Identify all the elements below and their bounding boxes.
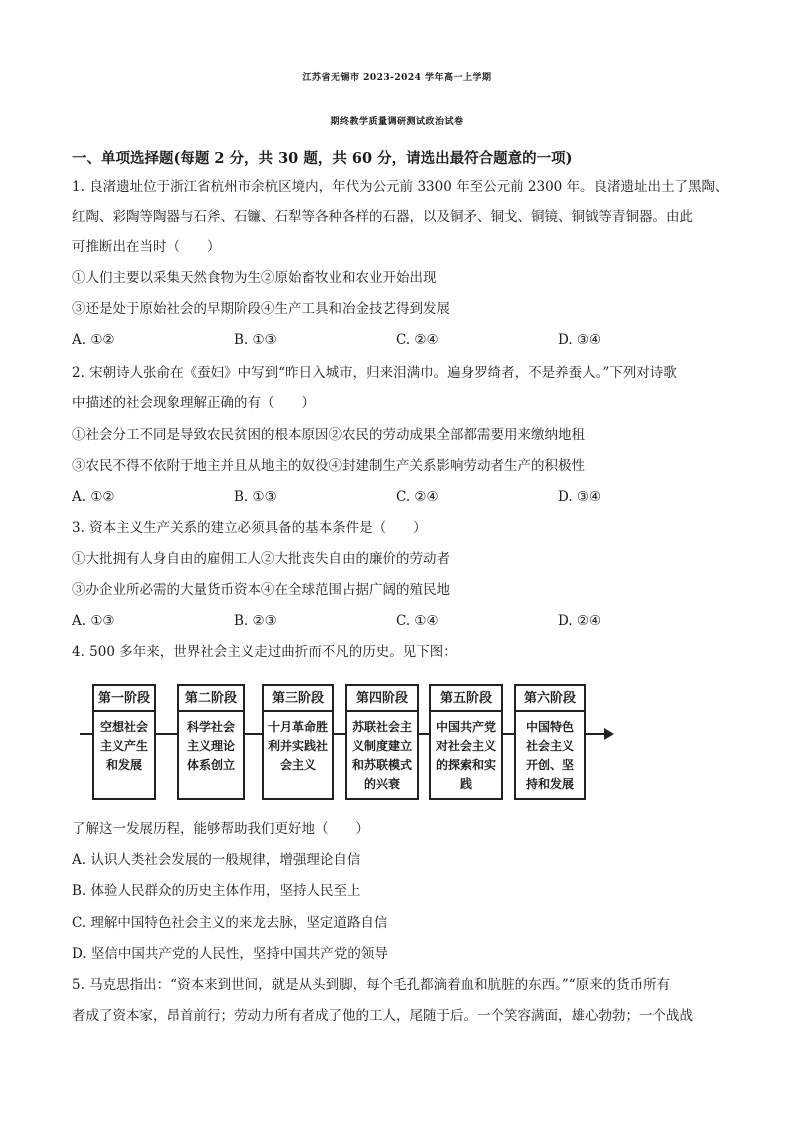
stage-1-heading: 第一阶段 — [94, 686, 154, 712]
stage-1-text-line: 和发展 — [105, 758, 142, 772]
stage-5-heading: 第五阶段 — [431, 686, 501, 712]
stage-2-text-line: 科学社会 — [186, 720, 235, 734]
stage-4-text-line: 义制度建立 — [351, 739, 412, 753]
q2-statement-line1: ①社会分工不同是导致农民贫困的根本原因②农民的劳动成果全部都需要用来缴纳地租 — [72, 427, 585, 443]
stage-6-heading: 第六阶段 — [516, 686, 584, 712]
q3-option-c: C. ①④ — [396, 613, 439, 629]
stage-2-text-line: 体系创立 — [186, 758, 235, 772]
q1-option-d: D. ③④ — [558, 332, 602, 348]
q1-stem-line2: 红陶、彩陶等陶器与石斧、石镰、石犁等各种各样的石器，以及铜矛、铜戈、铜镜、铜钺等青铜器。由此 — [72, 209, 693, 225]
q3-option-a: A. ①③ — [72, 613, 115, 629]
q1-statement-line1: ①人们主要以采集天然食物为生②原始畜牧业和农业开始出现 — [72, 270, 437, 286]
q3-option-d: D. ②④ — [558, 613, 602, 629]
q4-option-a: A. 认识人类社会发展的一般规律，增强理论自信 — [72, 852, 361, 868]
stage-1-text-line: 空想社会 — [99, 720, 148, 734]
q4-option-b: B. 体验人民群众的历史主体作用，坚持人民至上 — [72, 883, 361, 899]
stage-6-text-line: 持和发展 — [525, 777, 574, 791]
q2-stem-line1: 2. 宋朝诗人张俞在《蚕妇》中写到“昨日入城市，归来泪满巾。遍身罗绮者，不是养蚕人。”下列对诗歌 — [72, 365, 677, 381]
stage-3-text-line: 会主义 — [279, 758, 316, 772]
stage-3-text-line: 利并实践社 — [267, 739, 328, 753]
stage-6-body — [518, 718, 582, 794]
q2-option-a: A. ①② — [72, 489, 115, 505]
q4-option-c: C. 理解中国特色社会主义的来龙去脉，坚定道路自信 — [72, 915, 388, 931]
stage-5-text-line: 对社会主义 — [435, 739, 496, 753]
stage-box-4 — [345, 684, 419, 800]
stage-1-body — [96, 718, 152, 775]
stage-box-6 — [514, 684, 586, 800]
q3-statement-line1: ①大批拥有人身自由的雇佣工人②大批丧失自由的廉价的劳动者 — [72, 551, 450, 567]
stage-2-body — [181, 718, 241, 775]
stage-6-text-line: 开创、坚 — [525, 758, 574, 772]
stage-4-text-line: 苏联社会主 — [351, 720, 412, 734]
q2-statement-line2: ③农民不得不依附于地主并且从地主的奴役④封建制生产关系影响劳动者生产的积极性 — [72, 458, 585, 474]
socialism-stages-diagram — [80, 678, 620, 808]
stage-5-body — [433, 718, 499, 794]
section-heading: 一、单项选择题(每题 2 分，共 30 题，共 60 分，请选出最符合题意的一项) — [72, 150, 573, 167]
q5-stem-line2: 者成了资本家，昂首前行；劳动力所有者成了他的工人，尾随于后。一个笑容满面，雄心勃勃；一个战战 — [72, 1008, 693, 1024]
q1-stem-line1: 1. 良渚遗址位于浙江省杭州市余杭区境内，年代为公元前 3300 年至公元前 2300 年。良渚遗址出土了黑陶、 — [72, 179, 729, 195]
q2-stem-line2: 中描述的社会现象理解正确的有（ ） — [72, 395, 315, 411]
q2-option-c: C. ②④ — [396, 489, 439, 505]
stage-5-text-line: 的探索和实 — [435, 758, 496, 772]
q2-option-b: B. ①③ — [234, 489, 277, 505]
stage-4-text-line: 的兴衰 — [363, 777, 400, 791]
stage-2-text-line: 主义理论 — [186, 739, 235, 753]
exam-title-line2: 期终教学质量调研测试政治试卷 — [330, 117, 464, 127]
q3-option-b: B. ②③ — [234, 613, 277, 629]
stage-6-text-line: 社会主义 — [525, 739, 574, 753]
stage-1-text-line: 主义产生 — [99, 739, 148, 753]
q4-stem: 了解这一发展历程，能够帮助我们更好地（ ） — [72, 821, 369, 837]
stage-5-text-line: 中国共产党 — [435, 720, 496, 734]
stage-5-text-line: 践 — [459, 777, 472, 791]
stage-4-heading: 第四阶段 — [347, 686, 417, 712]
q1-option-c: C. ②④ — [396, 332, 439, 348]
exam-title-line1: 江苏省无锡市 2023-2024 学年高一上学期 — [302, 73, 492, 83]
stage-3-body — [266, 718, 330, 775]
stage-3-text-line: 十月革命胜 — [267, 720, 328, 734]
q3-stem: 3. 资本主义生产关系的建立必须具备的基本条件是（ ） — [72, 520, 427, 536]
q1-stem-line3: 可推断出在当时（ ） — [72, 239, 221, 255]
q3-statement-line2: ③办企业所必需的大量货币资本④在全球范围占据广阔的殖民地 — [72, 582, 450, 598]
stage-2-heading: 第二阶段 — [179, 686, 243, 712]
stage-box-3 — [262, 684, 334, 800]
q1-option-a: A. ①② — [72, 332, 115, 348]
stage-box-2 — [177, 684, 245, 800]
stage-4-body — [349, 718, 415, 794]
q1-option-b: B. ①③ — [234, 332, 277, 348]
stage-box-5 — [429, 684, 503, 800]
stage-6-text-line: 中国特色 — [525, 720, 574, 734]
q4-intro: 4. 500 多年来，世界社会主义走过曲折而不凡的历史。见下图： — [72, 644, 457, 660]
stage-3-heading: 第三阶段 — [264, 686, 332, 712]
q2-option-d: D. ③④ — [558, 489, 602, 505]
q1-statement-line2: ③还是处于原始社会的早期阶段④生产工具和冶金技艺得到发展 — [72, 301, 450, 317]
q5-stem-line1: 5. 马克思指出：“资本来到世间，就是从头到脚，每个毛孔都滴着血和肮脏的东西。”“原来的货币所有 — [72, 977, 671, 993]
timeline-arrow-head-icon — [604, 728, 614, 740]
stage-4-text-line: 和苏联模式 — [351, 758, 412, 772]
q4-option-d: D. 坚信中国共产党的人民性，坚持中国共产党的领导 — [72, 946, 388, 962]
stage-box-1 — [92, 684, 156, 800]
